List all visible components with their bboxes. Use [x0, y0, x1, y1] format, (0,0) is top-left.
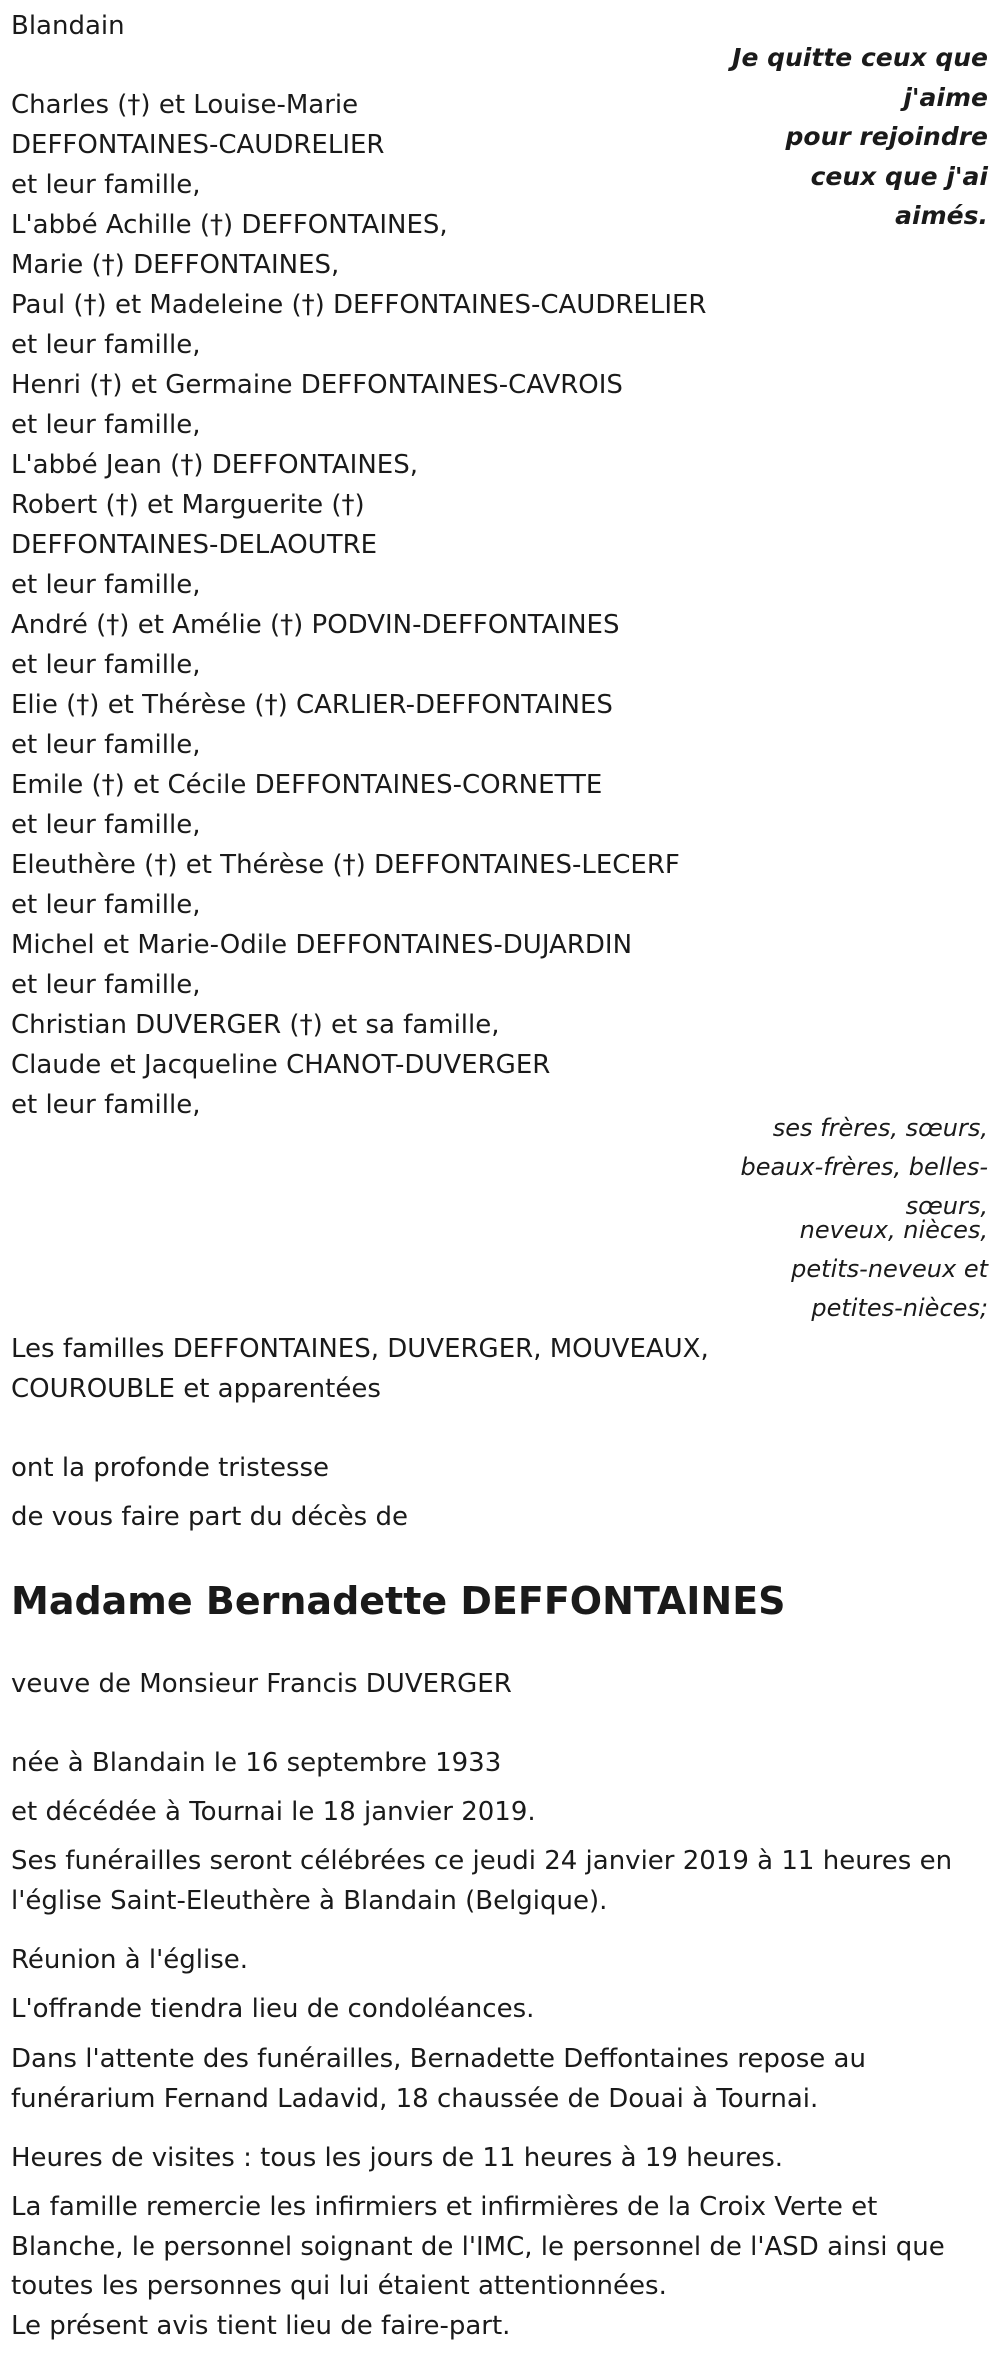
family-line: et leur famille,: [11, 330, 201, 360]
family-line: L'abbé Jean (†) DEFFONTAINES,: [11, 450, 418, 480]
family-line: et leur famille,: [11, 570, 201, 600]
location: Blandain: [11, 11, 125, 41]
family-line: Christian DUVERGER (†) et sa famille,: [11, 1010, 500, 1040]
relations-line: ses frères, sœurs,: [772, 1114, 988, 1142]
closing-note: Le présent avis tient lieu de faire-part.: [11, 2311, 511, 2341]
verse-line: pour rejoindre: [785, 122, 988, 151]
family-line: DEFFONTAINES-DELAOUTRE: [11, 530, 378, 560]
death-info: et décédée à Tournai le 18 janvier 2019.: [11, 1797, 536, 1827]
family-line: et leur famille,: [11, 1090, 201, 1120]
family-line: Charles (†) et Louise-Marie: [11, 90, 359, 120]
widow-of: veuve de Monsieur Francis DUVERGER: [11, 1669, 512, 1699]
family-line: Paul (†) et Madeleine (†) DEFFONTAINES-CAUDRELIER: [11, 290, 707, 320]
family-line: et leur famille,: [11, 810, 201, 840]
family-line: Henri (†) et Germaine DEFFONTAINES-CAVROIS: [11, 370, 623, 400]
families-line: Les familles DEFFONTAINES, DUVERGER, MOUVEAUX,: [11, 1334, 709, 1364]
visiting-hours: Heures de visites : tous les jours de 11 heures à 19 heures.: [11, 2143, 784, 2173]
reunion-info: Réunion à l'église.: [11, 1945, 249, 1975]
relations-line: beaux-frères, belles-: [740, 1153, 988, 1181]
family-line: et leur famille,: [11, 730, 201, 760]
funeral-info: Ses funérailles seront célébrées ce jeudi 24 janvier 2019 à 11 heures en l'église Saint-Eleuthère à Blandain (Belgique).: [11, 1846, 953, 1916]
family-line: L'abbé Achille (†) DEFFONTAINES,: [11, 210, 448, 240]
family-line: DEFFONTAINES-CAUDRELIER: [11, 130, 385, 160]
family-line: et leur famille,: [11, 170, 201, 200]
verse-line: j'aime: [903, 82, 988, 112]
family-line: et leur famille,: [11, 410, 201, 440]
family-line: et leur famille,: [11, 650, 201, 680]
announcement-line: de vous faire part du décès de: [11, 1502, 408, 1532]
birth-info: née à Blandain le 16 septembre 1933: [11, 1748, 502, 1778]
family-line: et leur famille,: [11, 890, 201, 920]
family-line: Eleuthère (†) et Thérèse (†) DEFFONTAINES-LECERF: [11, 850, 680, 880]
verse-quote: [688, 38, 988, 236]
family-line: Emile (†) et Cécile DEFFONTAINES-CORNETTE: [11, 770, 603, 800]
family-line: Elie (†) et Thérèse (†) CARLIER-DEFFONTAINES: [11, 690, 613, 720]
family-line: Marie (†) DEFFONTAINES,: [11, 250, 340, 280]
family-line: Claude et Jacqueline CHANOT-DUVERGER: [11, 1050, 551, 1080]
announcement-line: ont la profonde tristesse: [11, 1453, 330, 1483]
verse-line: Je quitte ceux que: [732, 43, 988, 72]
relations-line: sœurs,: [905, 1192, 988, 1220]
families-line: COUROUBLE et apparentées: [11, 1374, 381, 1404]
acknowledgements: La famille remercie les infirmiers et infirmières de la Croix Verte et Blanche, le personnel soignant de l'IMC, le personnel de l'ASD ainsi que toutes les personnes qui lui étaient attentionnées.: [11, 2192, 945, 2301]
family-line: Robert (†) et Marguerite (†): [11, 490, 365, 520]
relations-line: petites-nièces;: [811, 1294, 988, 1322]
family-line: André (†) et Amélie (†) PODVIN-DEFFONTAINES: [11, 610, 620, 640]
offering-info: L'offrande tiendra lieu de condoléances.: [11, 1994, 535, 2024]
family-line: et leur famille,: [11, 970, 201, 1000]
deceased-name: Madame Bernadette DEFFONTAINES: [11, 1579, 786, 1623]
funerarium-info: Dans l'attente des funérailles, Bernadette Deffontaines repose au funérarium Fernand Ladavid, 18 chaussée de Douai à Tournai.: [11, 2044, 866, 2114]
verse-line: ceux que j'ai: [810, 161, 988, 191]
relations-line: petits-neveux et: [791, 1255, 988, 1283]
verse-line: aimés.: [895, 201, 988, 230]
relations-line: neveux, nièces,: [799, 1216, 988, 1244]
family-line: Michel et Marie-Odile DEFFONTAINES-DUJARDIN: [11, 930, 633, 960]
